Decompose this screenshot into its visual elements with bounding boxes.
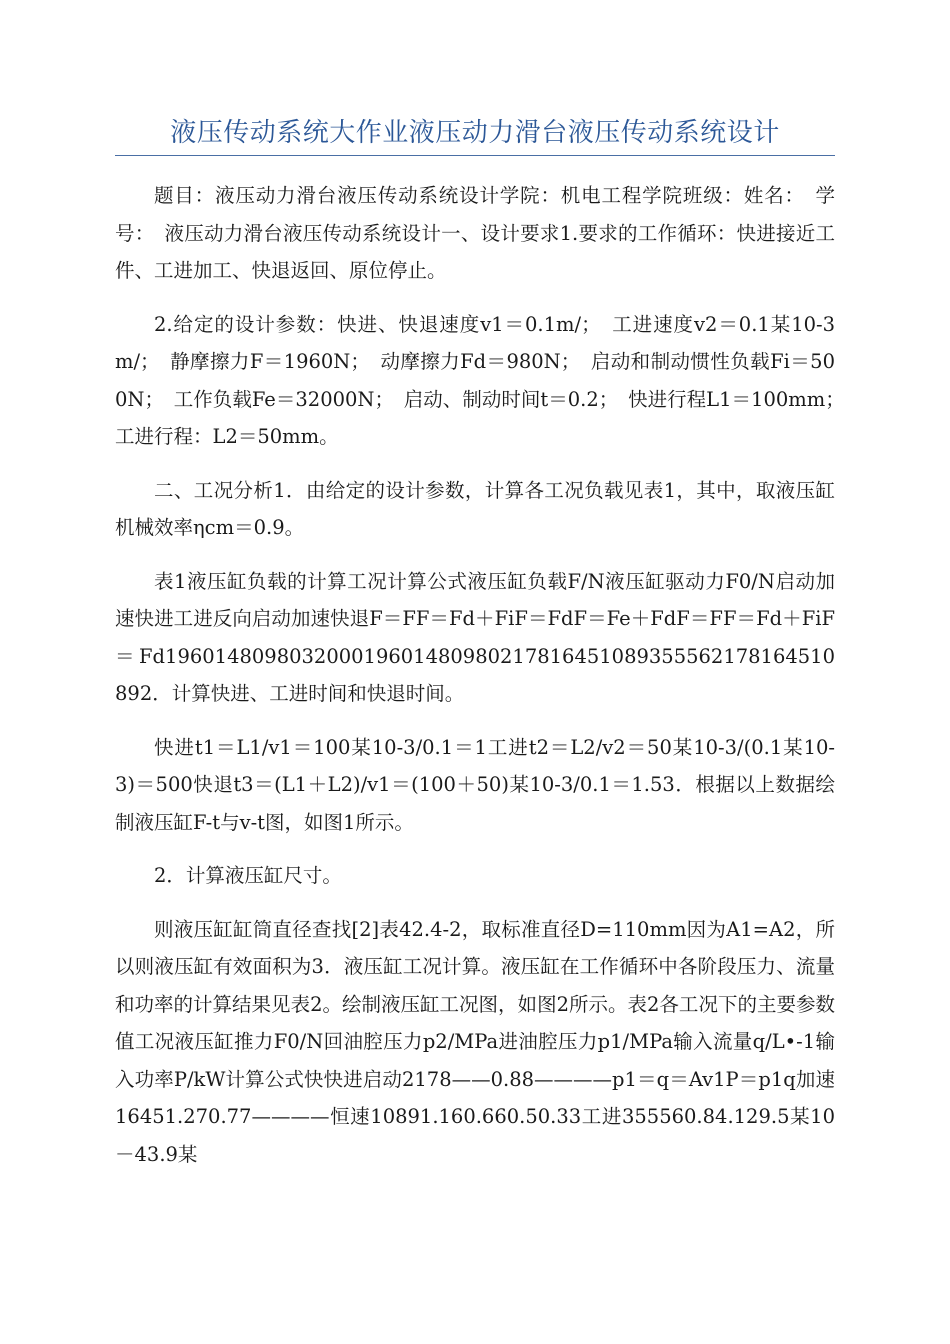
paragraph-load-analysis: 二、工况分析1．由给定的设计参数，计算各工况负载见表1，其中，取液压缸机械效率ηcm＝0.9。 [115, 478, 835, 539]
document-body [115, 177, 855, 1173]
paragraph-cylinder-dimensions: 则液压缸缸筒直径查找[2]表42.4-2，取标准直径D=110mm因为A1=A2，所以则液压缸有效面积为3．液压缸工况计算。液压缸在工作循环中各阶段压力、流量和功率的计算结果见表2。绘制液压缸工况图，如图2所示。表2各工况下的主要参数值工况液压缸推力F0/N回油腔压力p2/MPa进油腔压力p1/MPa输入流量q/L•-1输入功率P/kW计算公式快快进启动2178——0.88————p1＝q＝Av1P＝p1q加速16451.270.77————恒速10891.160.660.50.33工进355560.84.129.5某10－43.9某 [115, 917, 835, 1166]
paragraph-time-calculation: 快进t1＝L1/v1＝100某10-3/0.1＝1工进t2＝L2/v2＝50某10-3/(0.1某10-3)＝500快退t3＝(L1＋L2)/v1＝(100＋50)某10-3/0.1＝1.53．根据以上数据绘制液压缸F-t与v-t图，如图1所示。 [115, 735, 835, 834]
paragraph-design-parameters: 2.给定的设计参数：快进、快退速度v1＝0.1m/； 工进速度v2＝0.1某10-3m/； 静摩擦力F＝1960N； 动摩擦力Fd＝980N； 启动和制动惯性负载Fi＝500N； 工作负载Fe＝32000N； 启动、制动时间t＝0.2； 快进行程L1＝100mm； 工进行程：L2＝50mm。 [115, 312, 855, 448]
paragraph-table-1: 表1液压缸负载的计算工况计算公式液压缸负载F/N液压缸驱动力F0/N启动加速快进工进反向启动加速快退F＝FF＝Fd＋FiF＝FdF＝Fe＋FdF＝FF＝Fd＋FiF＝Fd196014809803200019601480980217816451089355562178164510892．计算快进、工进时间和快退时间。 [115, 569, 835, 705]
paragraph-cylinder-size-heading: 2．计算液压缸尺寸。 [154, 864, 342, 887]
document-title: 液压传动系统大作业液压动力滑台液压传动系统设计 [115, 113, 835, 156]
paragraph-design-requirements: 题目：液压动力滑台液压传动系统设计学院：机电工程学院班级：姓名： 学号： 液压动力滑台液压传动系统设计一、设计要求1.要求的工作循环：快进接近工件、工进加工、快退返回、原位停止。 [115, 184, 835, 282]
